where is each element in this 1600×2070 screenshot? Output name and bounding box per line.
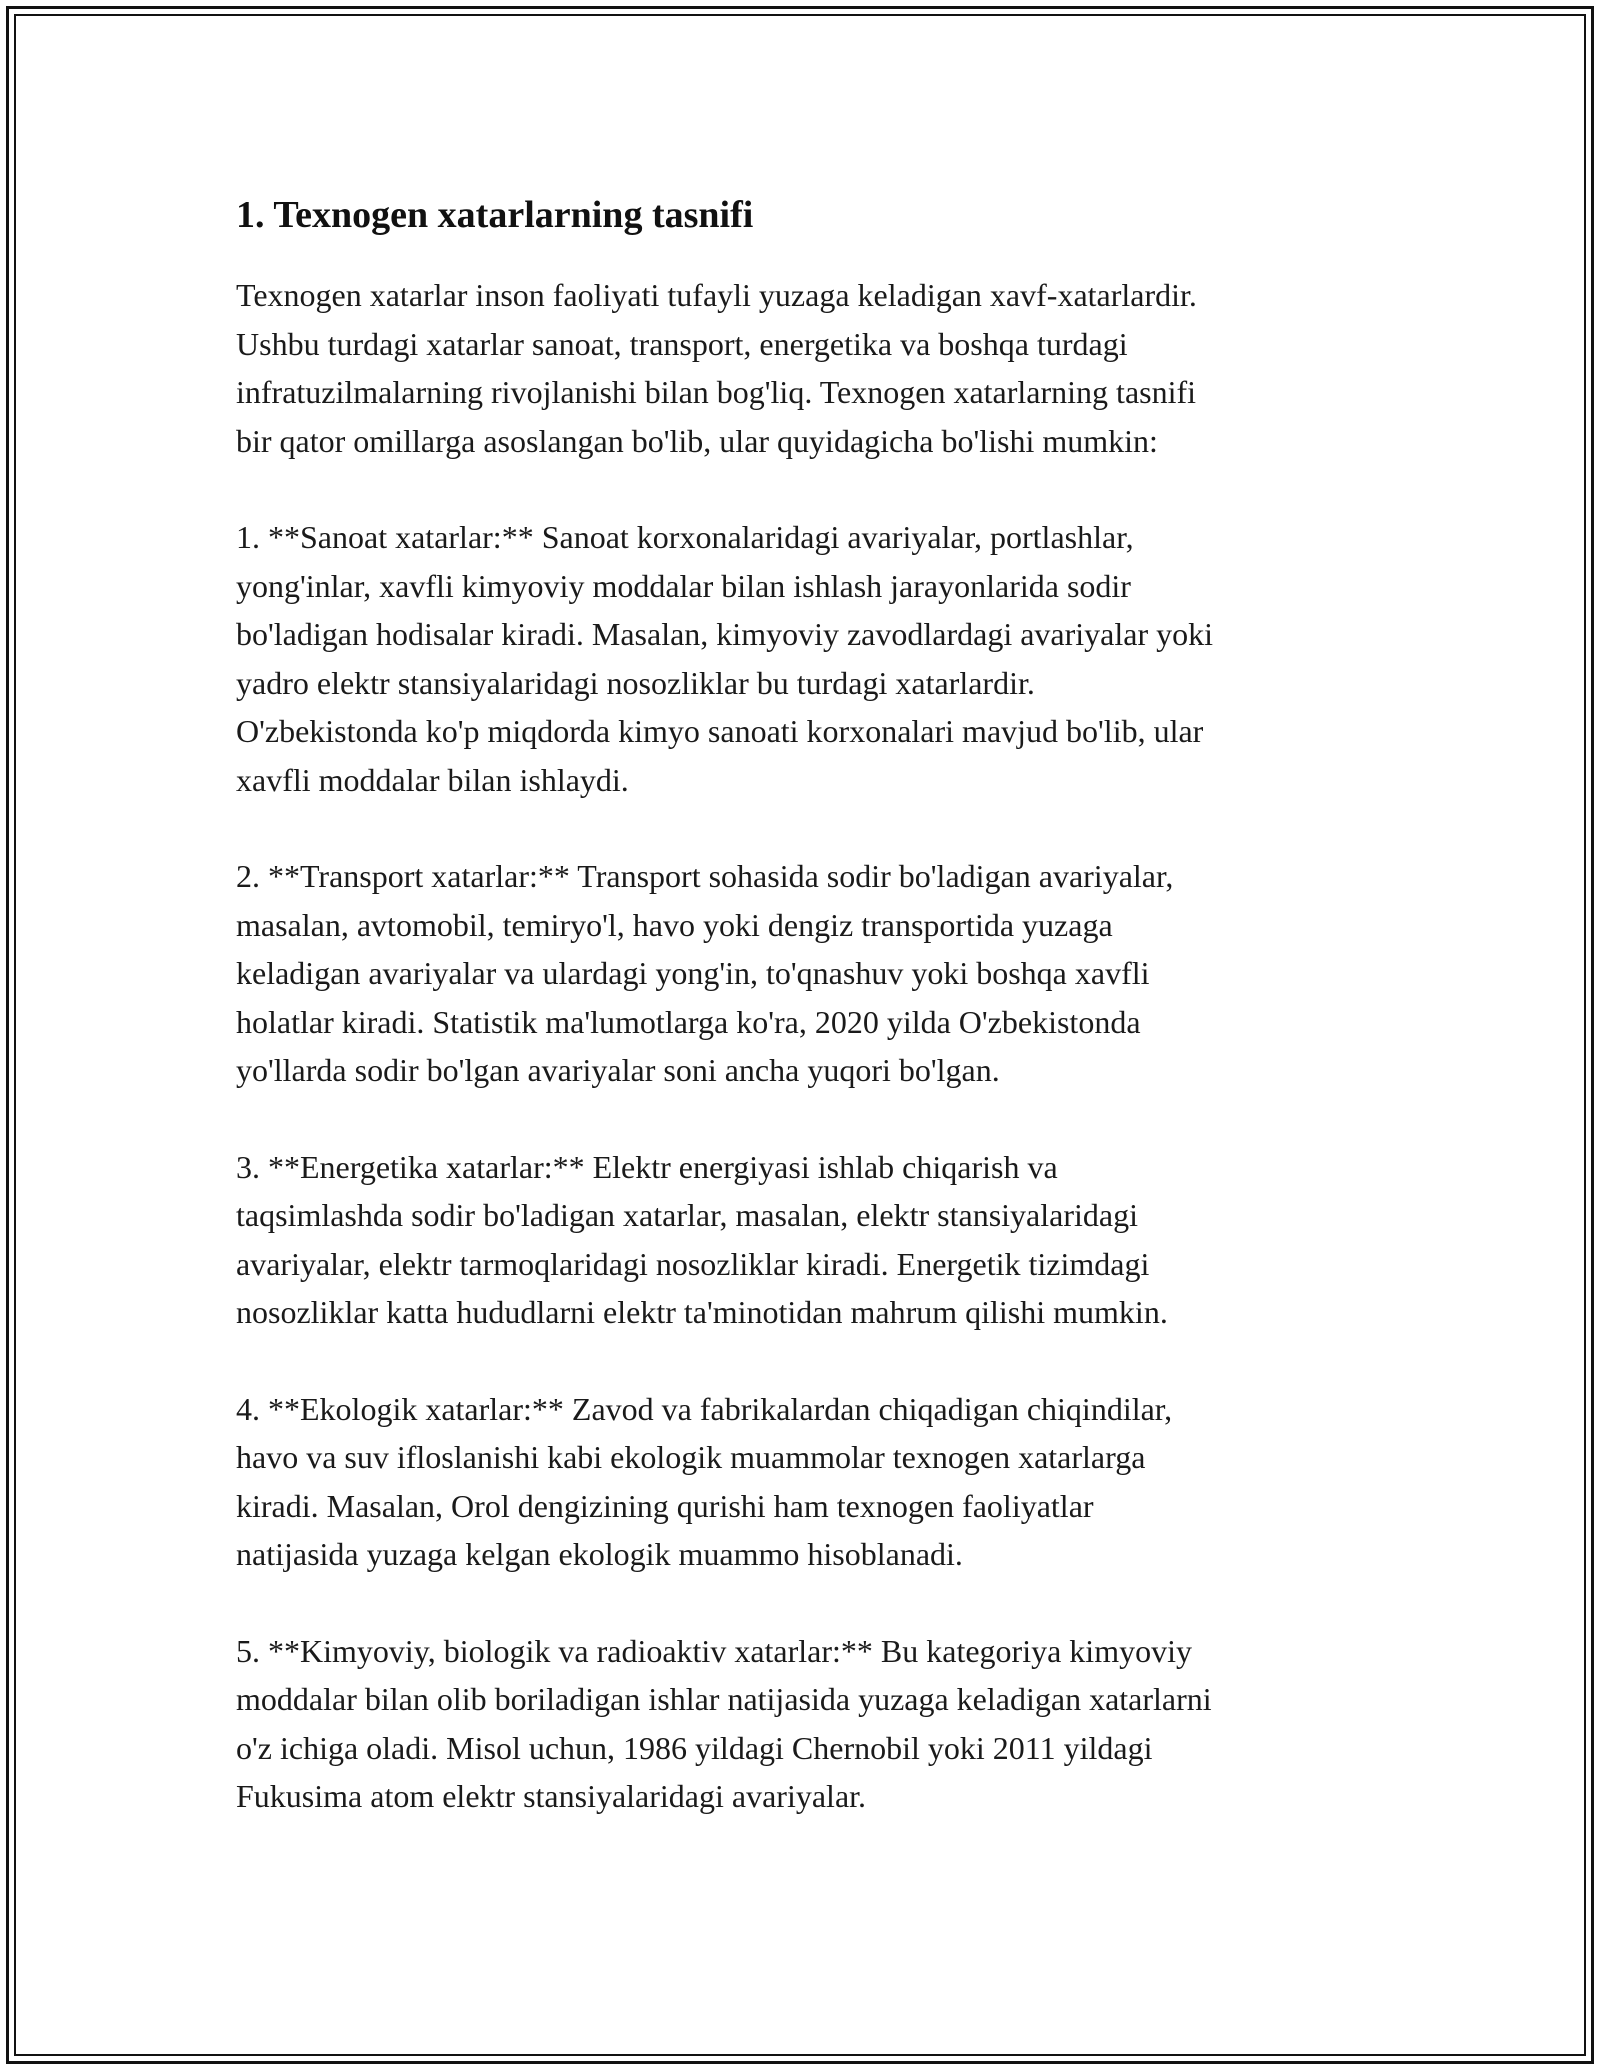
document-title: 1. Texnogen xatarlarning tasnifi <box>236 194 754 236</box>
list-item-kimyoviy: 5. **Kimyoviy, biologik va radioaktiv xatarlar:** Bu kategoriya kimyoviy moddalar bilan olib boriladigan ishlar natijasida yuzaga keladigan xatarlarni o'z ichiga oladi. Misol uchun, 1986 yildagi Chernobil yoki 2011 yildagi Fukusima atom elektr stansiyalaridagi avariyalar. <box>236 1632 1212 1814</box>
document-page <box>236 185 1366 1869</box>
list-item-sanoat: 1. **Sanoat xatarlar:** Sanoat korxonalaridagi avariyalar, portlashlar, yong'inlar, xavfli kimyoviy moddalar bilan ishlash jarayonlarida sodir bo'ladigan hodisalar kiradi. Masalan, kimyoviy zavodlardagi avariyalar yoki yadro elektr stansiyalaridagi nosozliklar bu turdagi xatarlardir. O'zbekistonda ko'p miqdorda kimyo sanoati korxonalari mavjud bo'lib, ular xavfli moddalar bilan ishlaydi. <box>236 519 1214 798</box>
list-item-transport: 2. **Transport xatarlar:** Transport sohasida sodir bo'ladigan avariyalar, masalan, avtomobil, temiryo'l, havo yoki dengiz transportida yuzaga keladigan avariyalar va ulardagi yong'in, to'qnashuv yoki boshqa xavfli holatlar kiradi. Statistik ma'lumotlarga ko'ra, 2020 yilda O'zbekistonda yo'llarda sodir bo'lgan avariyalar soni ancha yuqori bo'lgan. <box>236 858 1174 1088</box>
list-item-ekologik: 4. **Ekologik xatarlar:** Zavod va fabrikalardan chiqadigan chiqindilar, havo va suv ifloslanishi kabi ekologik muammolar texnogen xatarlarga kiradi. Masalan, Orol dengizining qurishi ham texnogen faoliyatlar natijasida yuzaga kelgan ekologik muammo hisoblanadi. <box>236 1390 1173 1572</box>
list-item-energetika: 3. **Energetika xatarlar:** Elektr energiyasi ishlab chiqarish va taqsimlashda sodir bo'ladigan xatarlar, masalan, elektr stansiyalaridagi avariyalar, elektr tarmoqlaridagi nosozliklar kiradi. Energetik tizimdagi nosozliklar katta hududlarni elektr ta'minotidan mahrum qilishi mumkin. <box>236 1148 1168 1330</box>
intro-paragraph: Texnogen xatarlar inson faoliyati tufayli yuzaga keladigan xavf-xatarlardir. Ushbu turdagi xatarlar sanoat, transport, energetika va boshqa turdagi infratuzilmalarning rivojlanishi bilan bog'liq. Texnogen xatarlarning tasnifi bir qator omillarga asoslangan bo'lib, ular quyidagicha bo'lishi mumkin: <box>236 277 1197 459</box>
